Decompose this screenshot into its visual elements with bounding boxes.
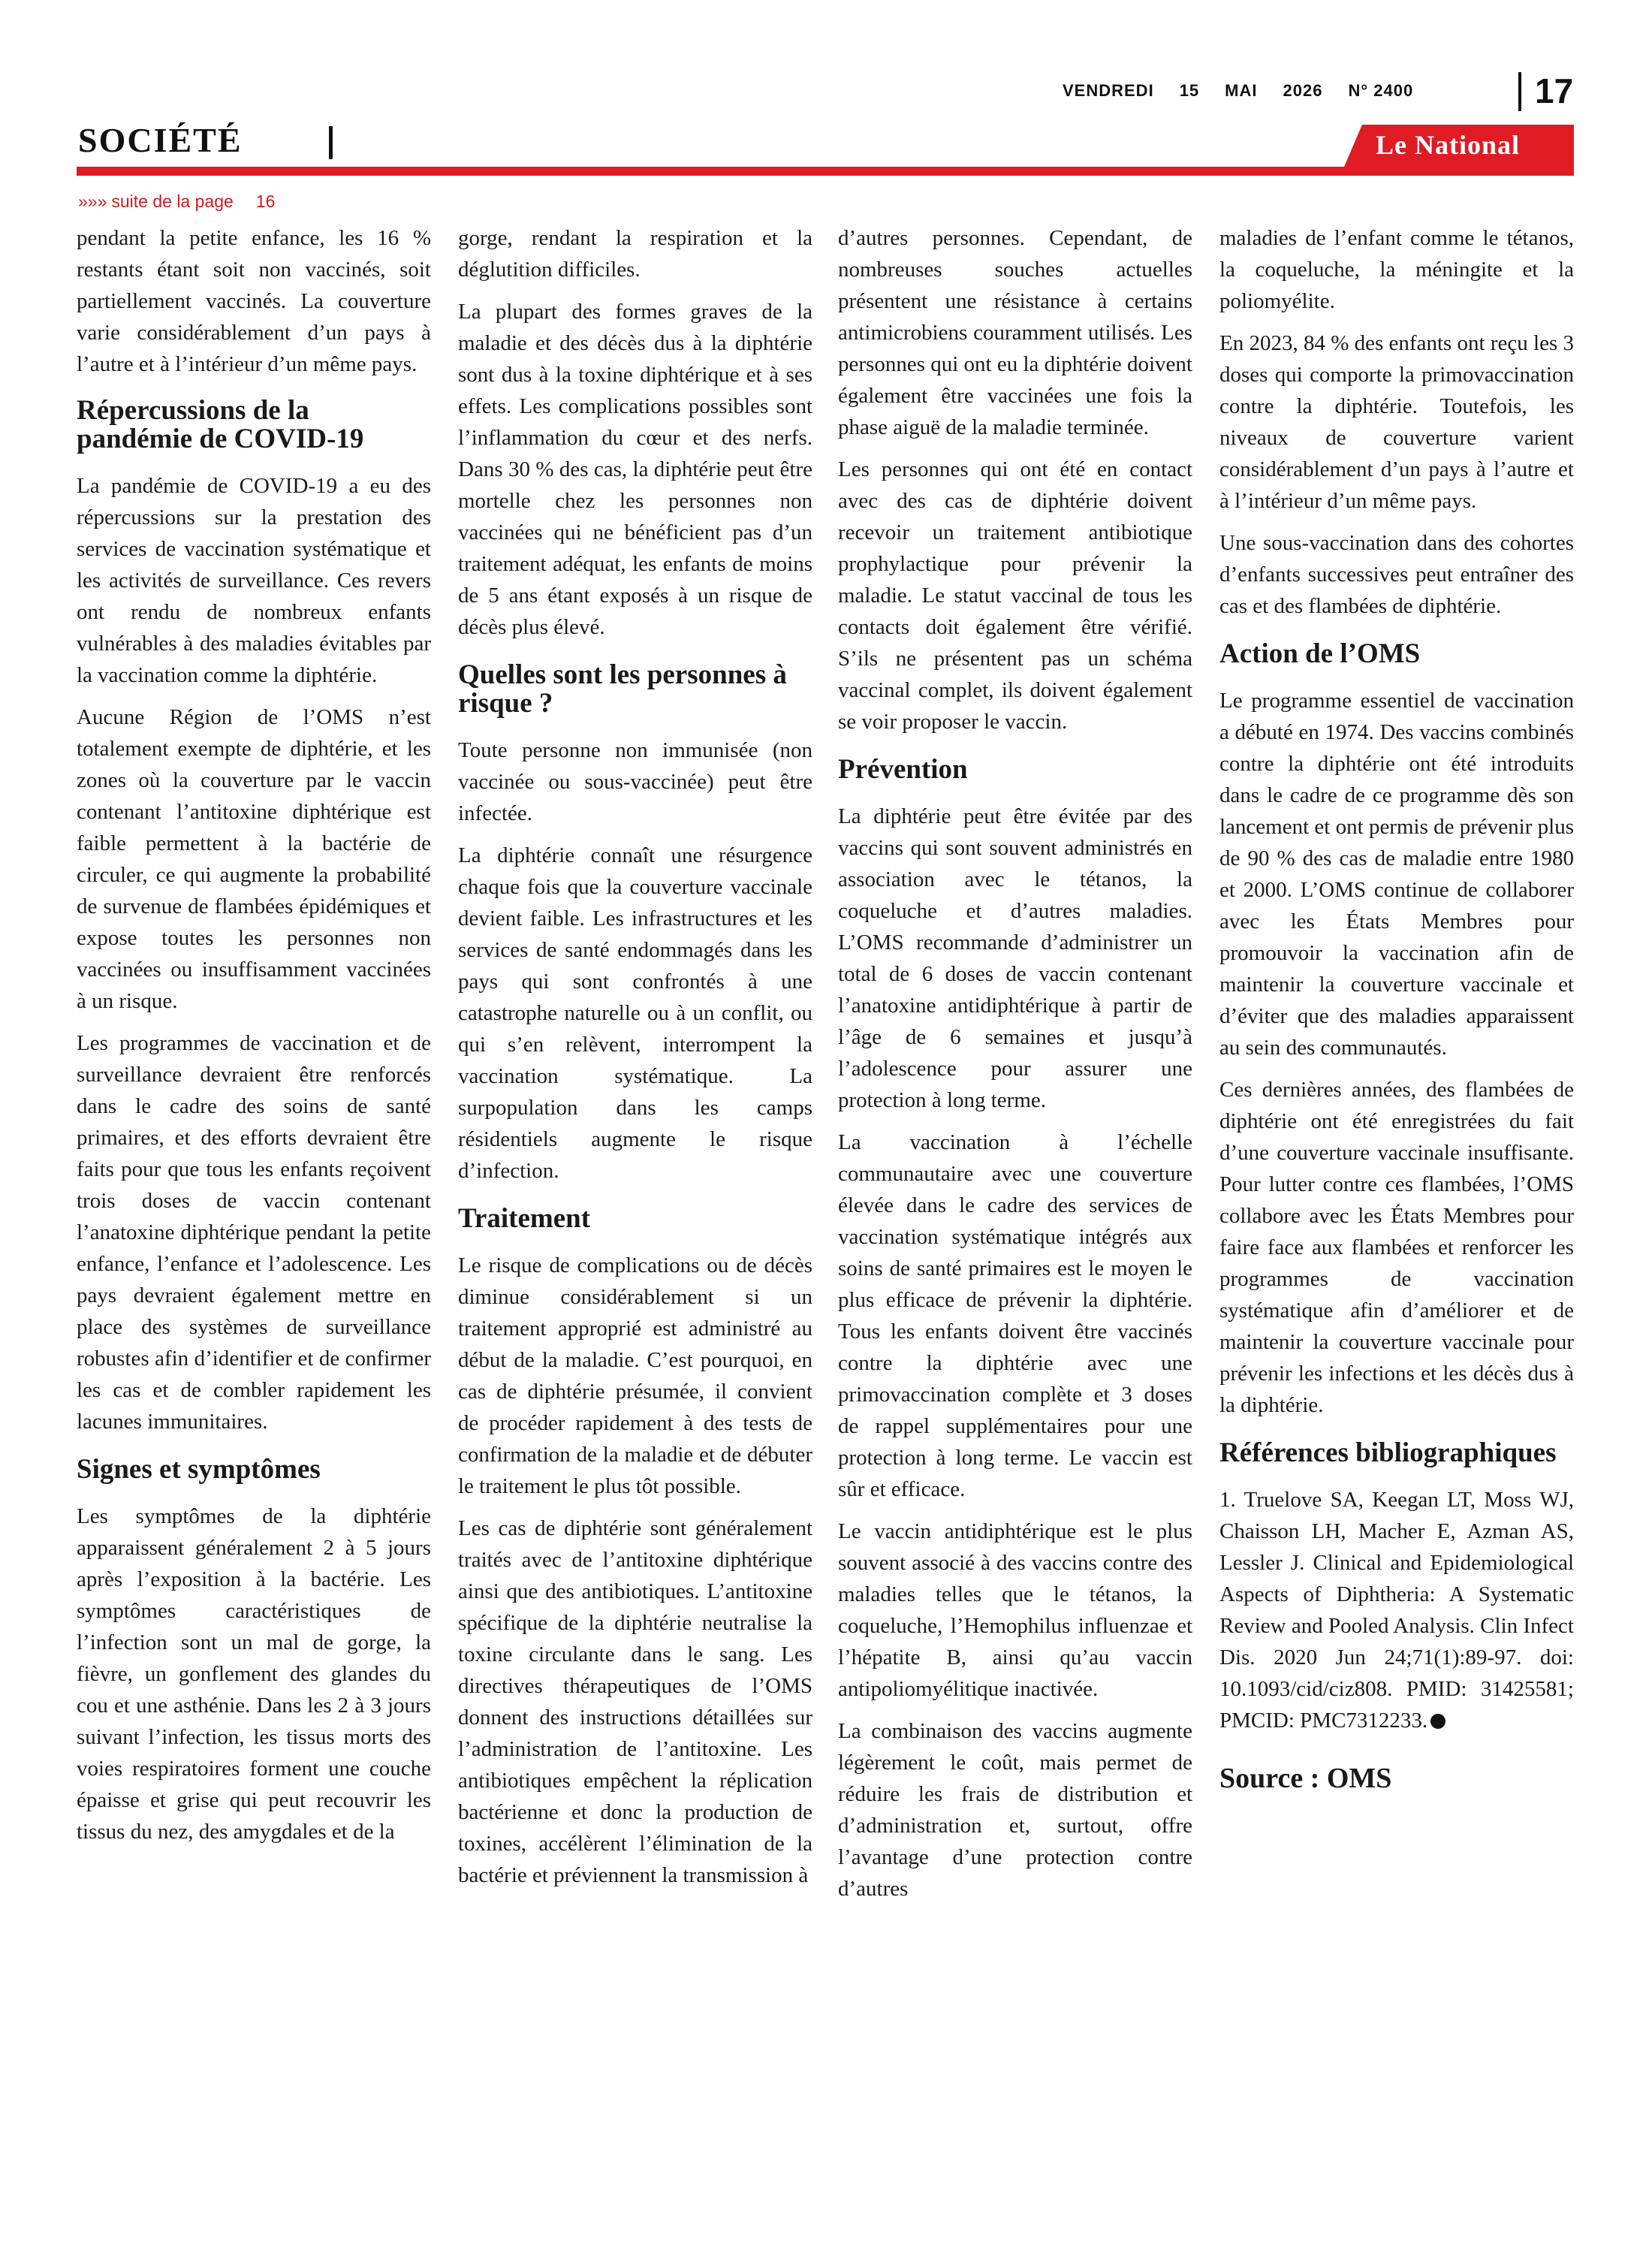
reference-entry [1219, 1484, 1574, 1736]
article-column-1 [77, 222, 431, 2253]
header-red-rule [77, 167, 1574, 176]
paragraph: La diphtérie peut être évitée par des vaccins qui sont souvent administrés en association avec le tétanos, la coqueluche et d’autres maladies. L’OMS recommande d’administrer un total de 6 doses de vaccin contenant l’anatoxine antidiphtérique à partir de l’âge de 6 semaines et jusqu’à l’adolescence pour assurer une protection à long terme. [838, 804, 1192, 1112]
subheading-symptoms: Signes et symptômes [77, 1454, 321, 1485]
issue-month: MAI [1225, 81, 1258, 100]
subheading-who-action: Action de l’OMS [1219, 638, 1421, 669]
paragraph: Les personnes qui ont été en contact avec des cas de diphtérie doivent recevoir un traitement antibiotique prophylactique pour prévenir la maladie. Le statut vaccinal de tous les contacts doit également être vérifié. S’ils ne présentent pas un schéma vaccinal complet, ils doivent également se voir proposer le vaccin. [838, 457, 1192, 734]
paragraph: pendant la petite enfance, les 16 % restants étant soit non vaccinés, soit partiellement vaccinés. La couverture varie considérablement d’un pays à l’autre et à l’intérieur d’un même pays. [77, 226, 431, 376]
section-title: SOCIÉTÉ [78, 121, 243, 159]
issue-year: 2026 [1283, 81, 1323, 100]
article-column-3 [838, 222, 1192, 2253]
subheading-covid: Répercussions de la pandémie de COVID-19 [77, 395, 364, 454]
paragraph: Ces dernières années, des flambées de diphtérie ont été enregistrées du fait d’une couverture vaccinale insuffisante. Pour lutter contre ces flambées, l’OMS collabore avec les États Membres pour faire face aux flambées et renforcer les programmes de vaccination systématique afin d’améliorer et de maintenir la couverture vaccinale pour prévenir les infections et les décès dus à la diphtérie. [1219, 1078, 1574, 1417]
paragraph: En 2023, 84 % des enfants ont reçu les 3 doses qui comporte la primovaccination contre la diphtérie. Toutefois, les niveaux de couverture varient considérablement d’un pays à l’autre et à l’intérieur d’un même pays. [1219, 331, 1574, 513]
subheading-prevention: Prévention [838, 754, 968, 785]
paragraph: La vaccination à l’échelle communautaire avec une couverture élevée dans le cadre des services de vaccination systématique intégrés aux soins de santé primaires est le moyen le plus efficace de prévenir la diphtérie. Tous les enfants doivent être vaccinés contre la diphtérie avec une primovaccination complète et 3 doses de rappel supplémentaires pour une protection à long terme. Le vaccin est sûr et efficace. [838, 1130, 1192, 1501]
paragraph: gorge, rendant la respiration et la déglutition difficiles. [458, 226, 812, 282]
section-divider [329, 126, 333, 159]
page-number: 17 [1535, 71, 1574, 110]
paragraph: d’autres personnes. Cependant, de nombreuses souches actuelles présentent une résistance à certains antimicrobiens couramment utilisés. Les personnes qui ont eu la diphtérie doivent également être vaccinées une fois la phase aiguë de la maladie terminée. [838, 226, 1192, 439]
issue-date-line [1063, 81, 1439, 101]
paragraph: La combinaison des vaccins augmente légèrement le coût, mais permet de réduire les frais de distribution et d’administration et, surtout, offre l’avantage d’une protection contre d’autres [838, 1719, 1192, 1901]
continuation-note [78, 192, 275, 212]
end-of-article-icon [1430, 1714, 1446, 1729]
paragraph: Les programmes de vaccination et de surveillance devraient être renforcés dans le cadre des soins de santé primaires, et des efforts devraient être faits pour que tous les enfants reçoivent trois doses de vaccin contenant l’anatoxine diphtérique pendant la petite enfance, l’enfance et l’adolescence. Les pays devraient également mettre en place des systèmes de surveillance robustes afin d’identifier et de confirmer les cas et de combler rapidement les lacunes immunitaires. [77, 1031, 431, 1434]
paragraph: Le vaccin antidiphtérique est le plus souvent associé à des vaccins contre des maladies telles que le tétanos, la coqueluche, l’Hemophilus influenzae et l’hépatite B, ainsi qu’au vaccin antipoliomyélitique inactivée. [838, 1519, 1192, 1701]
continuation-text: suite de la page [111, 192, 234, 211]
paragraph: maladies de l’enfant comme le tétanos, la coqueluche, la méningite et la poliomyélite. [1219, 226, 1574, 313]
issue-day: VENDREDI [1063, 81, 1154, 100]
paragraph: Les cas de diphtérie sont généralement traités avec de l’antitoxine diphtérique ainsi que des antibiotiques. L’antitoxine spécifique de la diphtérie neutralise la toxine circulante dans le sang. Les directives thérapeutiques de l’OMS donnent des instructions détaillées sur l’administration de l’antitoxine. Les antibiotiques empêchent la réplication bactérienne et donc la production de toxines, accélèrent l’élimination de la bactérie et préviennent la transmission à [458, 1516, 812, 1887]
issue-date: 15 [1179, 81, 1200, 100]
subheading-references: Références bibliographiques [1219, 1437, 1557, 1468]
paragraph: Toute personne non immunisée (non vaccinée ou sous-vaccinée) peut être infectée. [458, 738, 812, 825]
paragraph: Une sous-vaccination dans des cohortes d’enfants successives peut entraîner des cas et des flambées de diphtérie. [1219, 531, 1574, 618]
subheading-at-risk: Quelles sont les personnes à risque ? [458, 659, 787, 719]
paragraph: La plupart des formes graves de la maladie et des décès dus à la diphtérie sont dus à la toxine diphtérique et à ses effets. Les complications possibles sont l’inflammation du cœur et des nerfs. Dans 30 % des cas, la diphtérie peut être mortelle chez les personnes non vaccinées qui ne bénéficient pas d’un traitement adéquat, les enfants de moins de 5 ans étant exposés à un risque de décès plus élevé. [458, 300, 812, 639]
paragraph: Le programme essentiel de vaccination a débuté en 1974. Des vaccins combinés contre la diphtérie ont été introduits dans le cadre de ce programme dès son lancement et ont permis de prévenir plus de 90 % des cas de maladie entre 1980 et 2000. L’OMS continue de collaborer avec les États Membres pour promouvoir la vaccination afin de maintenir la couverture vaccinale et d’éviter que des maladies apparaissent au sein des communautés. [1219, 689, 1574, 1060]
paragraph: La pandémie de COVID-19 a eu des répercussions sur la prestation des services de vaccination systématique et les activités de surveillance. Ces revers ont rendu de nombreux enfants vulnérables à des maladies évitables par la vaccination comme la diphtérie. [77, 474, 431, 687]
paragraph: Le risque de complications ou de décès diminue considérablement si un traitement approprié est administré au début de la maladie. C’est pourquoi, en cas de diphtérie présumée, il convient de procéder rapidement à des tests de confirmation de la maladie et de débuter le traitement le plus tôt possible. [458, 1253, 812, 1498]
newspaper-logo: Le National [1376, 130, 1521, 160]
reference-text: 1. Truelove SA, Keegan LT, Moss WJ, Chaisson LH, Macher E, Azman AS, Lessler J. Clinical and Epidemiological Aspects of Diphtheria: A Systematic Review and Pooled Analysis. Clin Infect Dis. 2020 Jun 24;71(1):89-97. doi: 10.1093/cid/ciz808. PMID: 31425581; PMCID: PMC7312233. [1219, 1488, 1574, 1733]
page-number-divider [1518, 72, 1521, 111]
continuation-arrows-icon: »»» [78, 192, 107, 211]
continuation-page: 16 [255, 192, 276, 211]
paragraph: Aucune Région de l’OMS n’est totalement exempte de diphtérie, et les zones où la couverture par le vaccin contenant l’antitoxine diphtérique est faible permettent à la bactérie de circuler, ce qui augmente la probabilité de survenue de flambées épidémiques et expose toutes les personnes non vaccinées ou insuffisamment vaccinées à un risque. [77, 705, 431, 1013]
article-column-4 [1219, 222, 1574, 2253]
issue-number: N° 2400 [1348, 81, 1414, 100]
article-source: Source : OMS [1219, 1763, 1392, 1794]
paragraph: Les symptômes de la diphtérie apparaissent généralement 2 à 5 jours après l’exposition à la bactérie. Les symptômes caractéristiques de l’infection sont un mal de gorge, la fièvre, un gonflement des glandes du cou et une asthénie. Dans les 2 à 3 jours suivant l’infection, les tissus morts des voies respiratoires forment une couche épaisse et grise qui peut recouvrir les tissus du nez, des amygdales et de la [77, 1504, 431, 1844]
paragraph: La diphtérie connaît une résurgence chaque fois que la couverture vaccinale devient faible. Les infrastructures et les services de santé endommagés dans les pays qui sont confrontés à une catastrophe naturelle ou à un conflit, ou qui s’en relèvent, interrompent la vaccination systématique. La surpopulation dans les camps résidentiels augmente le risque d’infection. [458, 843, 812, 1183]
subheading-treatment: Traitement [458, 1203, 591, 1234]
article-column-2 [458, 222, 812, 2253]
